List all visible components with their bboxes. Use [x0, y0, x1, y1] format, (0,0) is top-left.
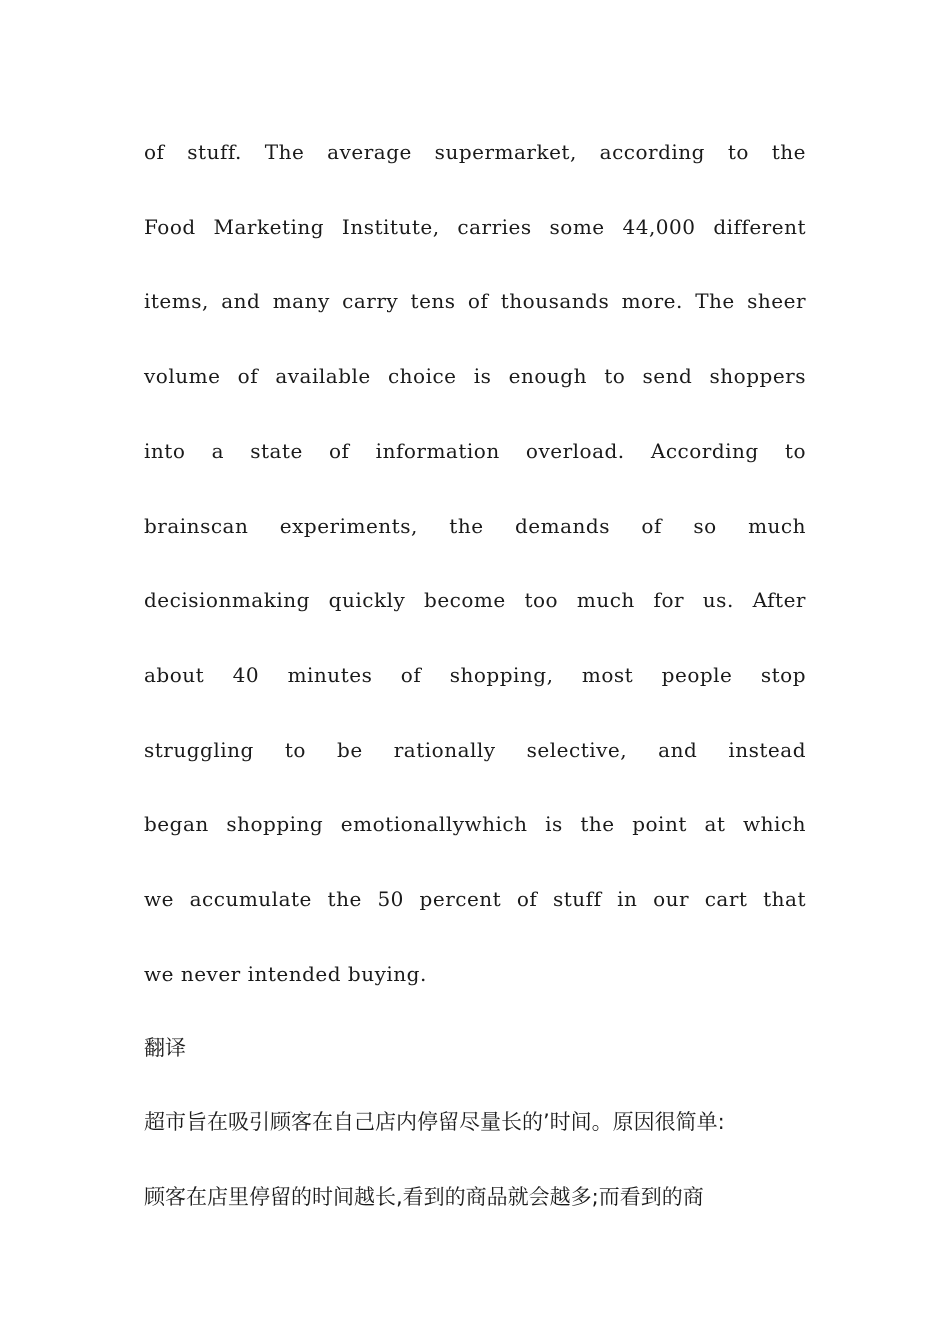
text-line: about 40 minutes of shopping, most people stop	[144, 663, 806, 687]
translation-heading: 翻译	[144, 1036, 186, 1060]
text-line: brainscan experiments, the demands of so much	[144, 514, 806, 538]
text-line: began shopping emotionallywhich is the point at which	[144, 812, 806, 836]
text-line: struggling to be rationally selective, and instead	[144, 738, 806, 762]
text-line: items, and many carry tens of thousands more. The sheer	[144, 289, 806, 313]
text-line: into a state of information overload. According to	[144, 439, 806, 463]
text-line-last: we never intended buying.	[144, 962, 427, 986]
text-line: volume of available choice is enough to send shoppers	[144, 364, 806, 388]
text-line: decisionmaking quickly become too much for us. After	[144, 588, 806, 612]
chinese-text-line: 顾客在店里停留的时间越长,看到的商品就会越多;而看到的商	[144, 1185, 704, 1209]
text-line: Food Marketing Institute, carries some 44,000 different	[144, 215, 806, 239]
text-line: of stuff. The average supermarket, according to the	[144, 140, 806, 164]
chinese-text-line: 超市旨在吸引顾客在自己店内停留尽量长的’时间。原因很简单:	[144, 1110, 725, 1134]
text-line: we accumulate the 50 percent of stuff in our cart that	[144, 887, 806, 911]
